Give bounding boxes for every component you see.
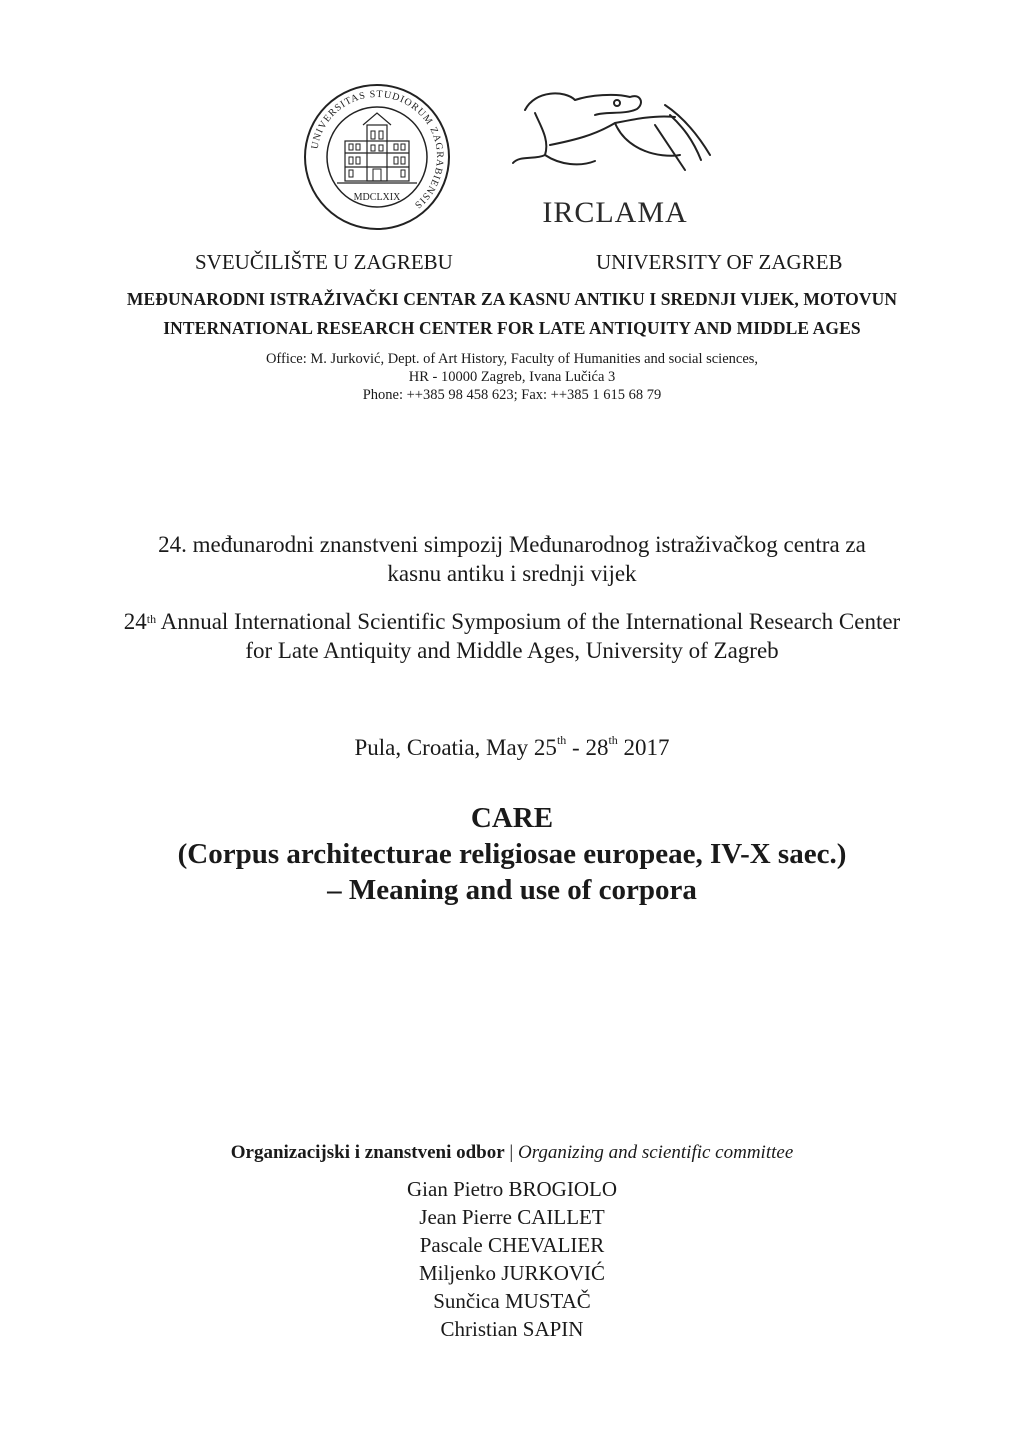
committee-heading-croatian: Organizacijski i znanstveni odbor (230, 1142, 505, 1163)
office-line: HR - 10000 Zagreb, Ivana Lučića 3 (408, 369, 616, 385)
university-name-english: UNIVERSITY OF ZAGREB (596, 250, 843, 274)
ordinal-suffix: th (146, 612, 157, 626)
place-date-start: Pula, Croatia, May 25 (354, 735, 557, 760)
university-seal-icon (303, 83, 451, 231)
seal-year-text: MDCLXIX (353, 192, 401, 203)
title-line: (Corpus architecturae religiosae europeae, IV-X saec.) (177, 838, 847, 870)
committee-member: Miljenko JURKOVIĆ (418, 1261, 606, 1285)
symposium-hr-line: kasnu antiku i srednji vijek (387, 561, 637, 586)
symposium-title (0, 800, 1024, 908)
symposium-en-line: for Late Antiquity and Middle Ages, University of Zagreb (245, 638, 779, 663)
ordinal-suffix: th (608, 733, 618, 747)
event-year: 2017 (617, 735, 670, 760)
committee-member: Christian SAPIN (440, 1317, 584, 1341)
committee-members (0, 1175, 1024, 1343)
center-name-croatian: MEĐUNARODNI ISTRAŽIVAČKI CENTAR ZA KASNU ANTIKU I SREDNJI VIJEK, MOTOVUN (126, 289, 898, 309)
committee-member: Pascale CHEVALIER (419, 1233, 605, 1257)
ordinal-suffix: th (556, 733, 567, 747)
committee-member: Jean Pierre CAILLET (419, 1205, 605, 1229)
dragon-logo-icon (505, 85, 720, 185)
committee-member: Gian Pietro BROGIOLO (407, 1177, 617, 1201)
symposium-hr-line: 24. međunarodni znanstveni simpozij Međunarodnog istraživačkog centra za (158, 532, 866, 557)
symposium-number: 24 (123, 609, 147, 634)
committee-heading (0, 1142, 1024, 1164)
office-line: Office: M. Jurković, Dept. of Art History, Faculty of Humanities and social sciences, (265, 351, 759, 367)
committee-heading-english: Organizing and scientific committee (517, 1142, 794, 1163)
date-end: - 28 (566, 735, 609, 760)
title-line: – Meaning and use of corpora (327, 874, 697, 906)
symposium-croatian (0, 530, 1024, 588)
event-place-date (0, 735, 1024, 761)
title-line: CARE (470, 802, 554, 834)
symposium-en-line (0, 607, 1024, 636)
irclama-wordmark: IRCLAMA (542, 196, 688, 229)
office-address (0, 350, 1024, 404)
office-line: Phone: ++385 98 458 623; Fax: ++385 1 615 68 79 (362, 387, 662, 403)
heading-separator: | (504, 1142, 518, 1163)
committee-member: Sunčica MUSTAČ (433, 1289, 591, 1313)
symposium-english (0, 607, 1024, 665)
symposium-en-text: Annual International Scientific Symposium of the International Research Center (156, 609, 901, 634)
center-name-english: INTERNATIONAL RESEARCH CENTER FOR LATE ANTIQUITY AND MIDDLE AGES (163, 318, 861, 338)
university-name-croatian: SVEUČILIŠTE U ZAGREBU (195, 250, 453, 274)
seal-ring-text: UNIVERSITAS STUDIORUM ZAGRABIENSIS (309, 88, 446, 211)
